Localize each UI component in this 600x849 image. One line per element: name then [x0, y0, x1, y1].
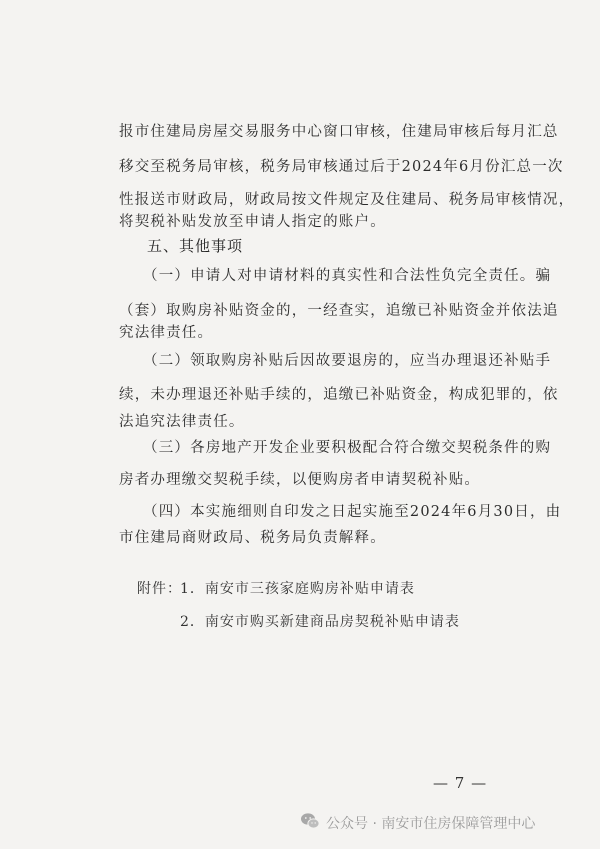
item-2-line: （二）领取购房补贴后因故要退房的，应当办理退还补贴手	[143, 353, 552, 369]
page-number: — 7 —	[433, 774, 488, 792]
item-4-line: 市住建局商财政局、税务局负责解释。	[119, 530, 386, 546]
item-2-line: 续，未办理退还补贴手续的，追缴已补贴资金，构成犯罪的，依	[119, 387, 559, 403]
watermark	[300, 812, 535, 834]
body-line: 报市住建局房屋交易服务中心窗口审核，住建局审核后每月汇总	[119, 124, 559, 140]
item-1-line: （一）申请人对申请材料的真实性和合法性负完全责任。骗	[143, 268, 552, 284]
wechat-icon	[300, 812, 320, 834]
item-3-line: 房者办理缴交契税手续，以便购房者申请契税补贴。	[119, 472, 481, 488]
item-3-line: （三）各房地产开发企业要积极配合符合缴交契税条件的购	[143, 440, 552, 456]
item-1-line: （套）取购房补贴资金的，一经查实，追缴已补贴资金并依法追	[119, 303, 559, 319]
body-line: 性报送市财政局，财政局按文件规定及住建局、税务局审核情况，	[119, 192, 575, 208]
watermark-text: 公众号 · 南安市住房保障管理中心	[326, 816, 536, 832]
attachment-item: 1．南安市三孩家庭购房补贴申请表	[180, 581, 415, 597]
item-1-line: 究法律责任。	[119, 325, 214, 341]
attachment-item: 2．南安市购买新建商品房契税补贴申请表	[180, 614, 460, 630]
item-2-line: 法追究法律责任。	[119, 414, 245, 430]
body-line: 将契税补贴发放至申请人指定的账户。	[119, 214, 386, 230]
section-heading: 五、其他事项	[147, 237, 244, 255]
item-4-line: （四）本实施细则自印发之日起实施至2024年6月30日，由	[143, 504, 562, 520]
attachments-label: 附件：	[137, 581, 182, 597]
body-line: 移交至税务局审核，税务局审核通过后于2024年6月份汇总一次	[119, 159, 564, 175]
